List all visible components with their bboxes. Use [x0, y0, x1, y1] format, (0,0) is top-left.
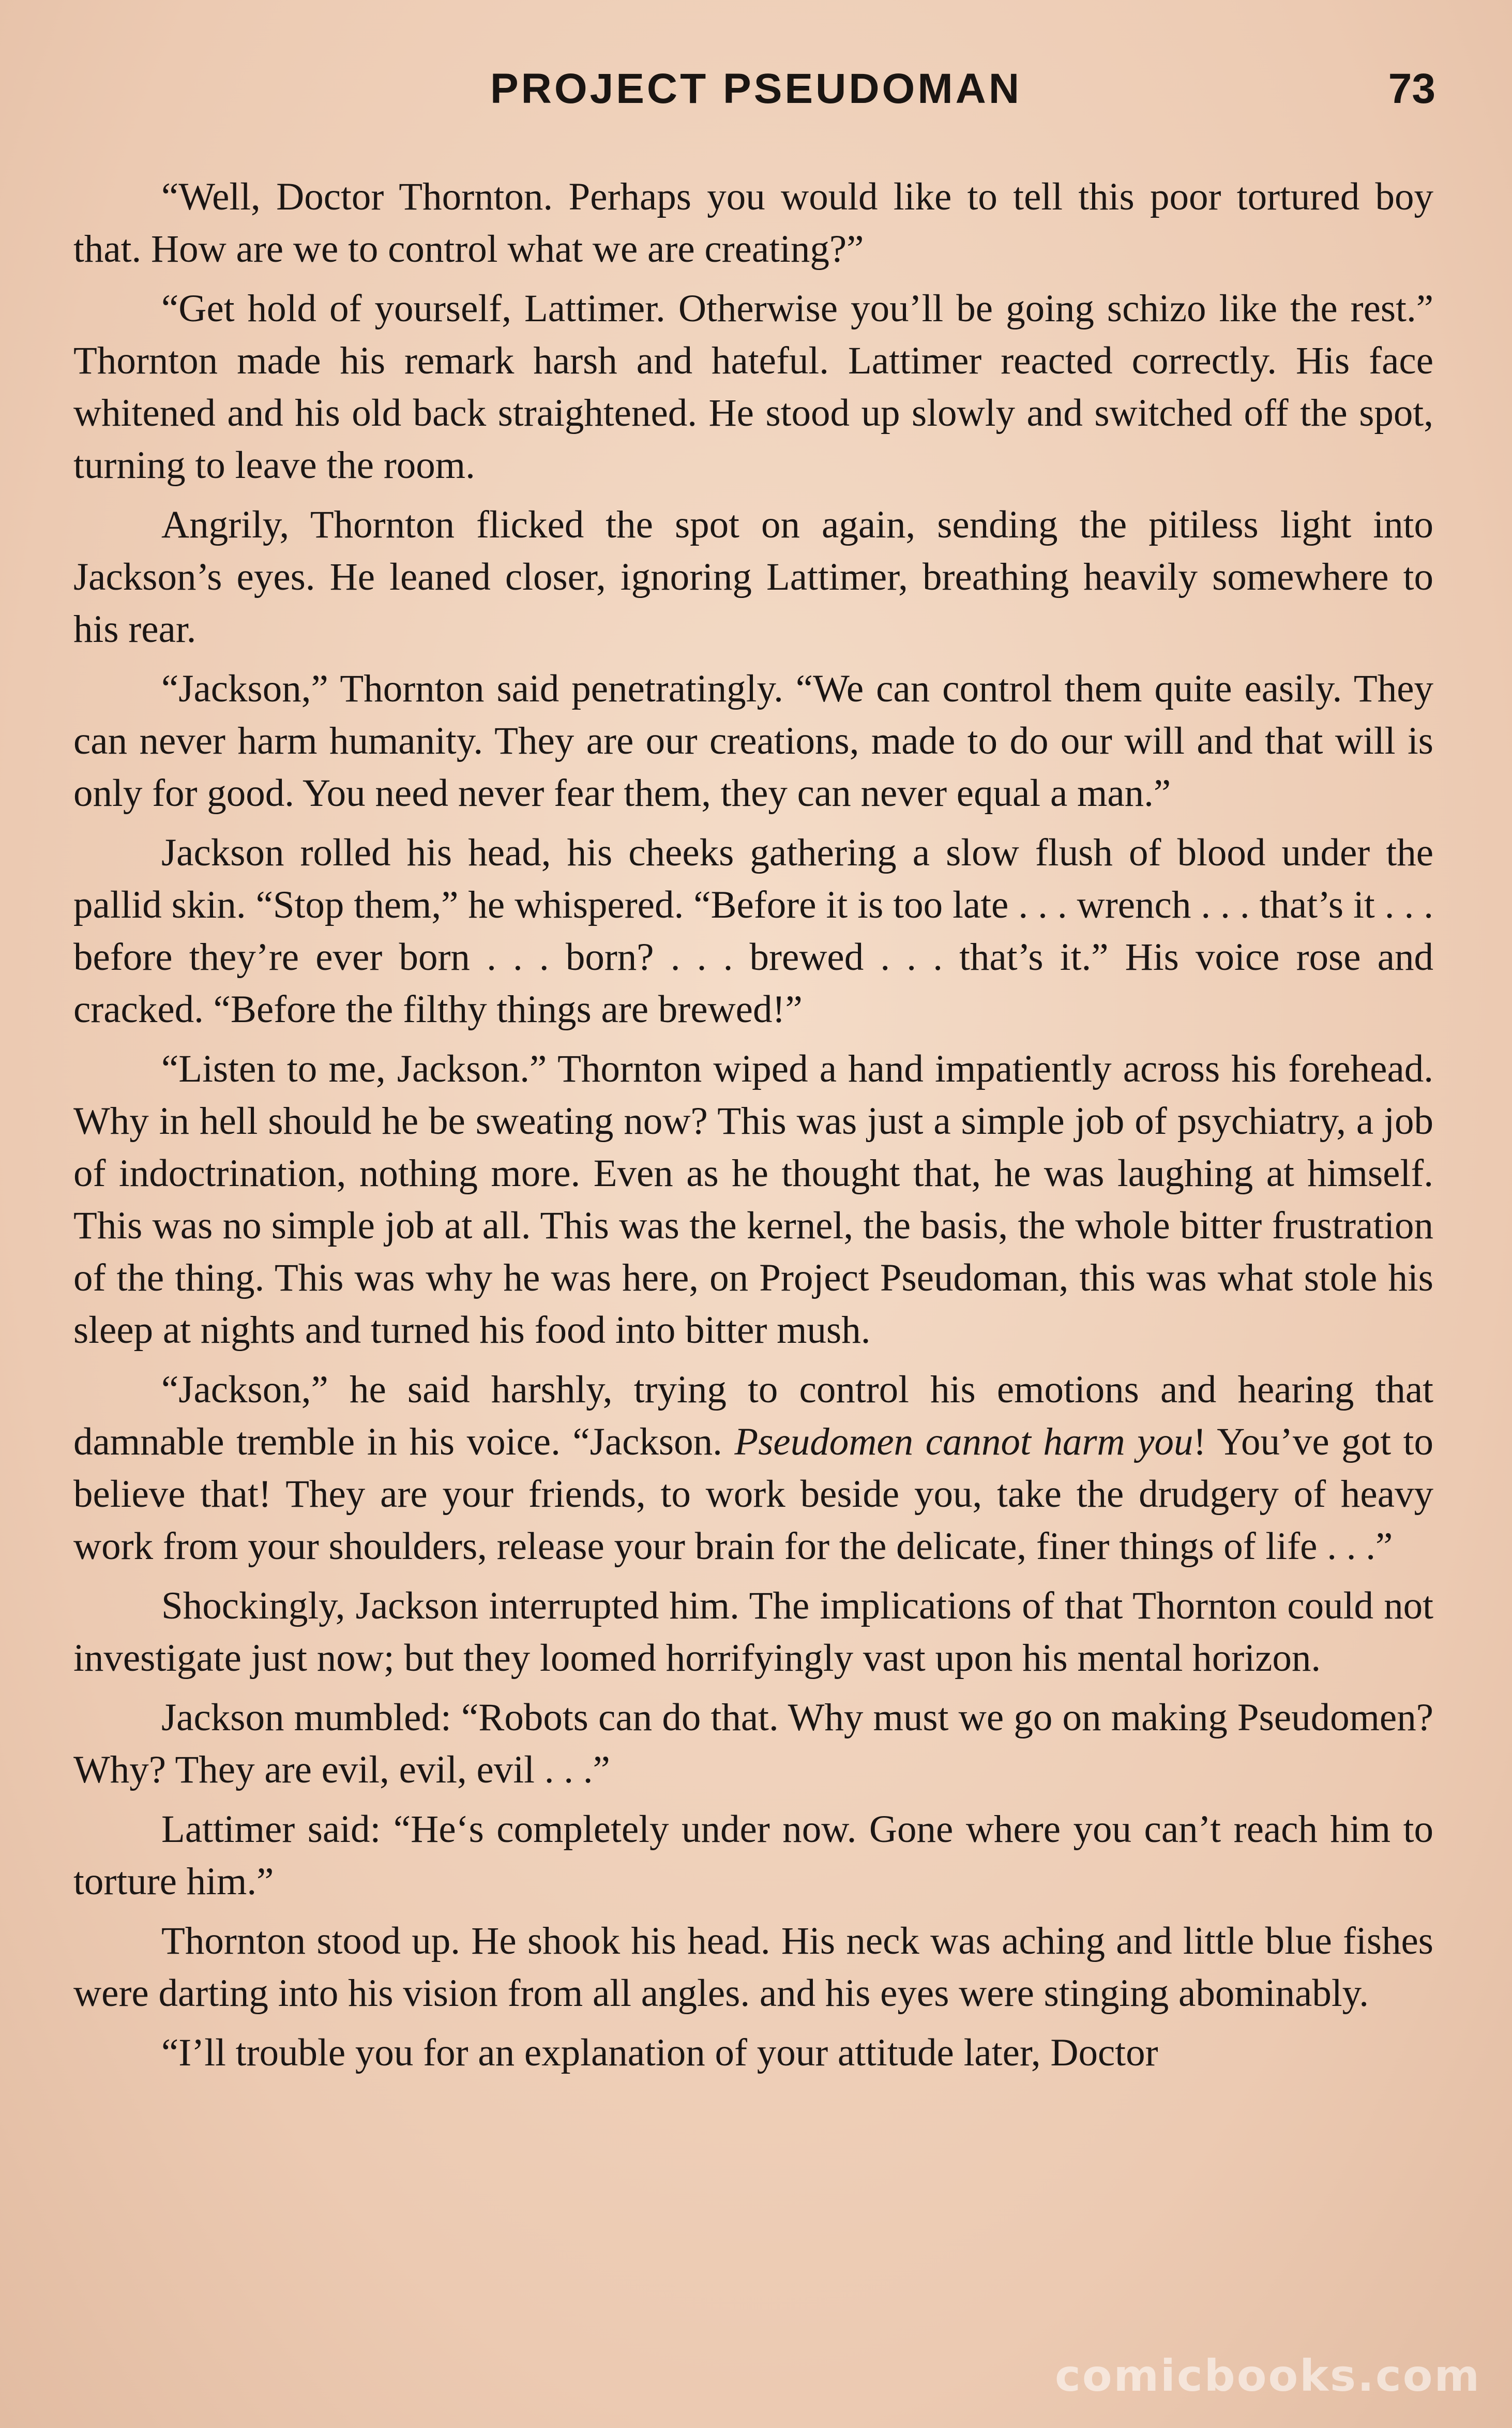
paragraph: Lattimer said: “He‘s completely under now. Gone where you can’t reach him to torture him.”	[73, 1808, 1433, 1903]
paragraph: Jackson rolled his head, his cheeks gathering a slow flush of blood under the pallid skin. “Stop them,” he whispered. “Before it is too late . . . wrench . . . that’s it . . . before they’re ever born . . . born? . . . brewed . . . that’s it.” His voice rose and cracked. “Before the filthy things are brewed!”	[73, 831, 1433, 1031]
paragraph: “Listen to me, Jackson.” Thornton wiped a hand impatiently across his forehead. Why in hell should he be sweating now? This was just a simple job of psychiatry, a job of indoctrination, nothing more. Even as he thought that, he was laughing at himself. This was no simple job at all. This was the kernel, the basis, the whole bitter frustration of the thing. This was why he was here, on Project Pseudoman, this was what stole his sleep at nights and turned his food into bitter mush.	[73, 1047, 1433, 1352]
paragraph: “Get hold of yourself, Lattimer. Otherwise you’ll be going schizo like the rest.” Thornton made his remark harsh and hateful. Lattimer reacted correctly. His face whitened and his old back straightened. He stood up slowly and switched off the spot, turning to leave the room.	[73, 287, 1433, 487]
paragraph: “Jackson,” Thornton said penetratingly. “We can control them quite easily. They can never harm humanity. They are our creations, made to do our will and that will is only for good. You need never fear them, they can never equal a man.”	[73, 667, 1433, 815]
emphasis-text: Pseudomen cannot harm you	[734, 1420, 1193, 1463]
paragraph: “I’ll trouble you for an explanation of your attitude later, Doctor	[161, 2031, 1158, 2074]
paragraph-text: “Jackson,” he said harshly, trying to control his emotions and hearing that damnable tremble in his voice. “Jackson.	[73, 1368, 1433, 1463]
paragraph: “Well, Doctor Thornton. Perhaps you would like to tell this poor tortured boy that. How are we to control what we are creating?”	[73, 175, 1433, 271]
paragraph: Thornton stood up. He shook his head. His neck was aching and little blue fishes were darting into his vision from all angles. and his eyes were stinging abominably.	[73, 1920, 1433, 2015]
body-text	[73, 171, 1433, 2086]
page-header	[0, 65, 1512, 122]
paragraph-with-emphasis	[73, 1363, 1433, 1572]
paragraph: Jackson mumbled: “Robots can do that. Why must we go on making Pseudomen? Why? They are evil, evil, evil . . .”	[73, 1696, 1433, 1791]
watermark: comicbooks.com	[1055, 2350, 1481, 2401]
page-number: 73	[1388, 65, 1435, 112]
paragraph: Angrily, Thornton flicked the spot on again, sending the pitiless light into Jackson’s eyes. He leaned closer, ignoring Lattimer, breathing heavily somewhere to his rear.	[73, 503, 1433, 651]
paragraph: Shockingly, Jackson interrupted him. The implications of that Thornton could not investigate just now; but they loomed horrifyingly vast upon his mental horizon.	[73, 1584, 1433, 1680]
paragraph-text: ! You’ve got to believe that! They are your friends, to work beside you, take the drudgery of heavy work from your shoulders, release your brain for the delicate, finer things of life . . .”	[73, 1420, 1433, 1568]
running-title: PROJECT PSEUDOMAN	[490, 65, 1022, 112]
